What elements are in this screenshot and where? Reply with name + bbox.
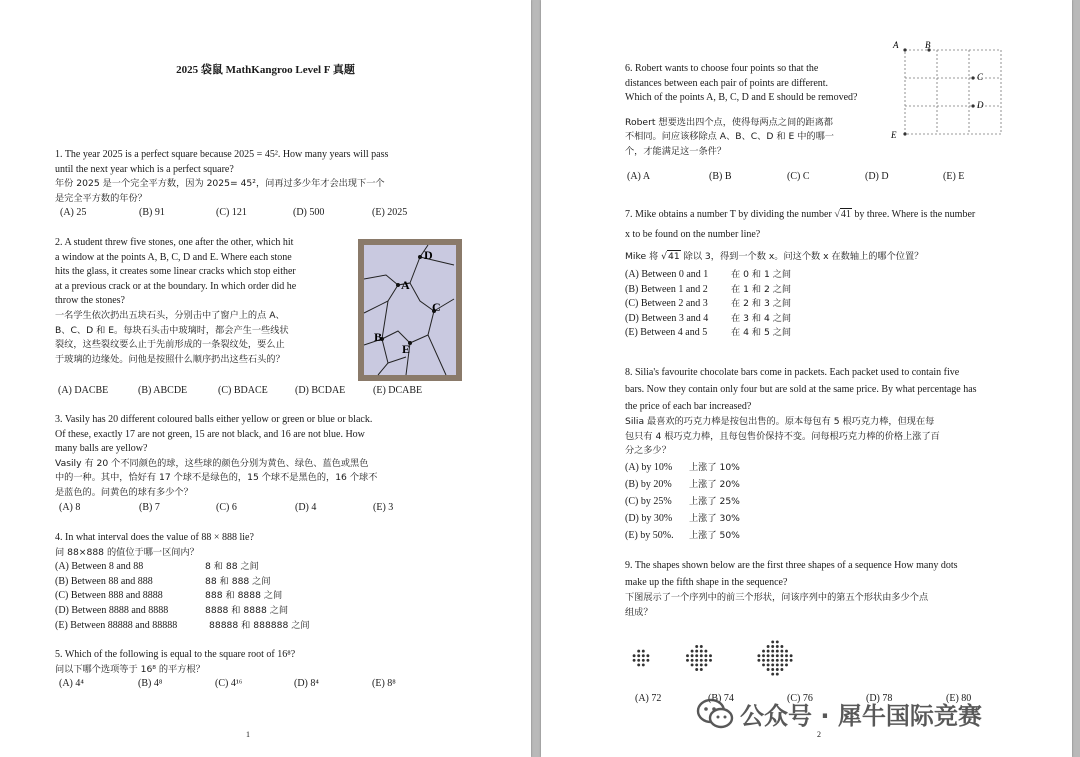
page-number-2: 2 xyxy=(817,730,821,739)
q4-text-cn-1: 问 88×888 的值位于哪一区间内？ xyxy=(55,546,199,558)
shape-2-dot xyxy=(700,650,703,653)
q2-option-a: (A) DACBE xyxy=(58,385,109,396)
grid-label-b: B xyxy=(925,40,931,50)
page-2 xyxy=(541,0,1072,757)
q4-option-d-cn: 8888 和 8888 之间 xyxy=(205,604,289,616)
q2-text-en-2: a window at the points A, B, C, D and E. Where each stone xyxy=(55,251,292,263)
q8-text-cn-1: Silia 最喜欢的巧克力棒是按包出售的。原本每包有 5 根巧克力棒，但现在每 xyxy=(625,416,935,427)
q6-text-en-2: distances between each pair of points are different. xyxy=(625,77,829,89)
q7-text-cn-1: Mike 将 √41 除以 3，得到一个数 x。问这个数 x 在数轴上的哪个位置？ xyxy=(625,251,924,262)
q1-option-d: (D) 500 xyxy=(293,207,325,219)
shape-1-dot xyxy=(642,650,645,653)
q2-options xyxy=(58,384,458,399)
q7-option-a xyxy=(625,268,1025,283)
q2-text-cn-2: B、C、D 和 E。每块石头击中玻璃时，都会产生一些线状 xyxy=(55,324,289,336)
q4-option-d xyxy=(55,604,465,619)
q8-option-d xyxy=(625,510,1025,527)
q6-text-en-3: Which of the points A, B, C, D and E should be removed? xyxy=(625,92,858,104)
q5-option-a: (A) 4⁴ xyxy=(59,678,84,690)
q1-text-cn-1: 年份 2025 是一个完全平方数，因为 2025= 45²，问再过多少年才会出现下一个 xyxy=(55,178,385,190)
q8-option-c xyxy=(625,493,1025,510)
q7-option-e-cn: 在 4 和 5 之间 xyxy=(731,327,792,339)
q7-radicand-cn: 41 xyxy=(668,251,680,262)
q6-text-cn-1: Robert 想要选出四个点，使得每两点之间的距离都 xyxy=(625,116,833,128)
shape-3-dot xyxy=(785,659,788,662)
q1-option-a: (A) 25 xyxy=(60,207,87,219)
q6-option-d: (D) D xyxy=(865,171,889,182)
q8-text-cn-2: 包只有 4 根巧克力棒，且每包售价保持不变。问每根巧克力棒的价格上涨了百 xyxy=(625,430,940,442)
q5-option-b: (B) 4⁸ xyxy=(138,678,163,690)
q7-option-b xyxy=(625,283,1025,298)
q1-option-c: (C) 121 xyxy=(216,207,247,219)
q1-text-en-2: until the next year which is a perfect square? xyxy=(55,163,234,175)
window-label-c: C xyxy=(432,300,441,314)
shape-3-dot xyxy=(762,654,765,657)
q7-option-d-cn: 在 3 和 4 之间 xyxy=(731,312,792,324)
shape-2-dot xyxy=(695,654,698,657)
shape-3-dot xyxy=(776,663,779,666)
q9-text-cn-2: 组成？ xyxy=(625,606,653,618)
shape-2-dot xyxy=(709,654,712,657)
q5-option-c: (C) 4¹⁶ xyxy=(215,678,243,690)
shape-3-dot xyxy=(780,650,783,653)
q4-option-b-en: (B) Between 88 and 888 xyxy=(55,575,153,587)
q6-option-a: (A) A xyxy=(627,171,651,182)
q4-option-c-cn: 888 和 8888 之间 xyxy=(205,590,283,602)
q3-option-b: (B) 7 xyxy=(139,501,160,513)
shape-3-dot xyxy=(771,654,774,657)
shape-3-dot xyxy=(762,659,765,662)
question-8 xyxy=(625,364,1025,544)
shape-3-dot xyxy=(776,659,779,662)
q2-text-cn-1: 一名学生依次扔出五块石头，分别击中了窗户上的点 A、 xyxy=(55,309,285,321)
q4-option-b-cn: 88 和 888 之间 xyxy=(205,575,271,587)
q8-option-b-cn: 上涨了 20% xyxy=(689,478,740,490)
shape-3-dot xyxy=(780,645,783,648)
q8-text-en-3: the price of each bar increased? xyxy=(625,401,752,412)
shape-3-dot xyxy=(780,659,783,662)
q2-option-e: (E) DCABE xyxy=(373,385,423,396)
grid-points-figure xyxy=(889,38,1007,142)
q3-option-d: (D) 4 xyxy=(295,501,317,513)
shape-3-dot xyxy=(771,673,774,676)
q9-option-b: (B) 74 xyxy=(708,693,734,704)
shape-3-dot xyxy=(771,668,774,671)
shape-2-dot xyxy=(704,659,707,662)
q8-option-e-en: (E) by 50%. xyxy=(625,529,674,541)
dotted-grid xyxy=(905,50,1001,134)
page-number-1: 1 xyxy=(246,730,250,739)
q7-option-c-en: (C) Between 2 and 3 xyxy=(625,298,708,310)
q8-option-a-cn: 上涨了 10% xyxy=(689,461,740,473)
question-5 xyxy=(55,648,465,692)
shape-3-dot xyxy=(771,645,774,648)
q6-options xyxy=(627,170,1007,185)
shape-2-dot xyxy=(695,659,698,662)
shape-1-dot xyxy=(646,659,649,662)
shape-3-dot xyxy=(776,640,779,643)
shape-2-dot xyxy=(691,659,694,662)
q5-text-en-1: 5. Which of the following is equal to the square root of 16⁸? xyxy=(55,649,296,660)
q3-option-a: (A) 8 xyxy=(59,501,81,513)
shape-2-dot xyxy=(695,668,698,671)
shape-3-dot xyxy=(776,654,779,657)
grid-label-d: D xyxy=(977,100,984,110)
shape-3-dot xyxy=(780,654,783,657)
q2-text-en-4: at a previous crack or at the boundary. In which order did he xyxy=(55,280,297,292)
shape-2-dot xyxy=(686,659,689,662)
shape-3-dot xyxy=(757,659,760,662)
q6-text-en-1: 6. Robert wants to choose four points so that the xyxy=(625,63,819,74)
q4-option-d-en: (D) Between 8888 and 8888 xyxy=(55,604,169,616)
shape-2-dot xyxy=(700,645,703,648)
shape-3-dot xyxy=(776,673,779,676)
shape-3-dot xyxy=(776,650,779,653)
shape-3-dot xyxy=(757,654,760,657)
q8-option-c-cn: 上涨了 25% xyxy=(689,495,740,507)
q9-option-e: (E) 80 xyxy=(946,693,972,704)
q4-option-a xyxy=(55,560,465,575)
shape-2-dot xyxy=(686,654,689,657)
q8-text-cn-3: 分之多少？ xyxy=(625,445,671,457)
q1-text-en-1: 1. The year 2025 is a perfect square because 2025 = 45². How many years will pass xyxy=(55,149,389,160)
question-3 xyxy=(55,413,465,515)
q8-option-e-cn: 上涨了 50% xyxy=(689,529,740,541)
q7-text-en-2: x to be found on the number line? xyxy=(625,229,761,240)
shape-2-dot xyxy=(700,663,703,666)
shape-3-dot xyxy=(780,668,783,671)
shape-1-dot xyxy=(646,654,649,657)
dot-sequence-figure xyxy=(625,628,825,690)
shape-3-dot xyxy=(767,650,770,653)
q7-text-en-1: 7. Mike obtains a number T by dividing the number √41 by three. Where is the number xyxy=(625,209,976,220)
q3-text-en-3: many balls are yellow? xyxy=(55,443,148,455)
shape-3-dot xyxy=(767,668,770,671)
q7-text-cn-1b: 除以 3，得到一个数 x。问这个数 x 在数轴上的哪个位置？ xyxy=(683,251,924,262)
q3-text-cn-2: 中的一种。其中，恰好有 17 个球不是绿色的，15 个球不是黑色的，16 个球不 xyxy=(55,472,378,484)
shape-2-dot xyxy=(691,650,694,653)
shape-3-dot xyxy=(767,663,770,666)
q8-option-a xyxy=(625,459,1025,476)
shape-3-dot xyxy=(771,663,774,666)
shape-2-dot xyxy=(700,659,703,662)
shape-3-dot xyxy=(785,663,788,666)
window-label-d: D xyxy=(424,248,433,262)
grid-points xyxy=(903,48,974,135)
shape-3-dot xyxy=(785,654,788,657)
q6-text-cn-3: 个，才能满足这一条件？ xyxy=(625,145,727,157)
q4-option-e-en: (E) Between 88888 and 88888 xyxy=(55,619,178,631)
q1-option-b: (B) 91 xyxy=(139,207,165,219)
window-label-b: B xyxy=(374,330,383,344)
q8-option-d-cn: 上涨了 30% xyxy=(689,512,740,524)
q3-text-en-2: Of these, exactly 17 are not green, 15 are not black, and 16 are not blue. How xyxy=(55,428,365,440)
shape-2-dot xyxy=(704,654,707,657)
q4-option-c-en: (C) Between 888 and 8888 xyxy=(55,590,163,602)
shape-3-dot xyxy=(776,668,779,671)
shape-3-dot xyxy=(771,650,774,653)
q1-option-e: (E) 2025 xyxy=(372,207,408,219)
q8-option-e xyxy=(625,527,1025,544)
shape-3-dot xyxy=(767,645,770,648)
shape-3-dot xyxy=(762,663,765,666)
q7-option-e xyxy=(625,326,1025,341)
q8-option-c-en: (C) by 25% xyxy=(625,495,672,507)
shape-3-dot xyxy=(780,663,783,666)
shape-2-dot xyxy=(704,663,707,666)
shape-2-dot xyxy=(695,663,698,666)
q6-text-cn-2: 不相同。问应该移除点 A、B、C、D 和 E 中的哪一 xyxy=(625,131,834,143)
q2-text-en-3: hits the glass, it creates some linear cracks which stop either xyxy=(55,266,296,278)
q4-option-a-en: (A) Between 8 and 88 xyxy=(55,561,144,573)
shape-2-dot xyxy=(700,654,703,657)
shape-3-dot xyxy=(771,659,774,662)
q2-option-c: (C) BDACE xyxy=(218,385,268,396)
q9-text-en-2: make up the fifth shape in the sequence? xyxy=(625,577,788,588)
q8-option-d-en: (D) by 30% xyxy=(625,512,673,524)
shape-3-dot xyxy=(767,654,770,657)
q7-option-e-en: (E) Between 4 and 5 xyxy=(625,327,708,339)
q9-text-cn-1: 下图展示了一个序列中的前三个形状，问该序列中的第五个形状由多少个点 xyxy=(625,592,929,603)
page-1 xyxy=(0,0,531,757)
q3-text-en-1: 3. Vasily has 20 different coloured balls either yellow or green or blue or black. xyxy=(55,414,373,425)
q2-text-en-5: throw the stones? xyxy=(55,295,125,307)
question-4 xyxy=(55,531,465,633)
q7-option-d xyxy=(625,312,1025,327)
q9-option-c: (C) 76 xyxy=(787,693,813,704)
q2-text-en-1: 2. A student threw five stones, one after the other, which hit xyxy=(55,237,294,248)
q4-text-en-1: 4. In what interval does the value of 88 × 888 lie? xyxy=(55,532,254,543)
question-1 xyxy=(55,148,455,221)
q5-text-cn-1: 问以下哪个选项等于 16⁸ 的平方根？ xyxy=(55,663,205,675)
q9-text-en-1: 9. The shapes shown below are the first three shapes of a sequence How many dots xyxy=(625,560,958,571)
q9-option-d: (D) 78 xyxy=(866,693,893,704)
q4-option-e-cn: 88888 和 888888 之间 xyxy=(209,619,310,631)
q7-option-b-en: (B) Between 1 and 2 xyxy=(625,283,708,295)
question-2 xyxy=(55,236,350,367)
q2-option-d: (D) BCDAE xyxy=(295,385,346,396)
shape-2-dot xyxy=(695,650,698,653)
shape-1-dot xyxy=(642,659,645,662)
q4-option-a-cn: 8 和 88 之间 xyxy=(205,561,259,573)
window-label-a: A xyxy=(401,278,410,292)
q8-text-en-2: bars. Now they contain only four but are sold at the same price. By what percentage has xyxy=(625,384,977,395)
document-title: 2025 袋鼠 MathKangroo Level F 真题 xyxy=(176,64,355,76)
watermark-text: 公众号 · 犀牛国际竞赛 xyxy=(740,702,982,730)
q9-option-a: (A) 72 xyxy=(635,693,662,704)
q7-option-a-cn: 在 0 和 1 之间 xyxy=(731,269,792,280)
q2-option-b: (B) ABCDE xyxy=(138,385,188,396)
q7-text-en-1b: by three. Where is the number xyxy=(854,209,976,220)
shape-3-dot xyxy=(790,654,793,657)
shape-1-dot xyxy=(633,659,636,662)
q7-option-d-en: (D) Between 3 and 4 xyxy=(625,312,709,324)
shape-3-dot xyxy=(785,650,788,653)
q3-text-cn-3: 是蓝色的。问黄色的球有多少个？ xyxy=(55,486,193,498)
grid-label-a: A xyxy=(893,40,899,50)
q7-option-c-cn: 在 2 和 3 之间 xyxy=(731,298,792,310)
shape-1-dot xyxy=(637,650,640,653)
shape-3-dot xyxy=(776,645,779,648)
window-cracks-figure xyxy=(358,239,462,381)
shape-3-dot xyxy=(790,659,793,662)
shape-2-dot xyxy=(691,654,694,657)
q7-text-cn-1a: Mike 将 xyxy=(625,251,659,262)
q7-option-a-en: (A) Between 0 and 1 xyxy=(625,269,709,280)
q4-option-e xyxy=(55,619,465,634)
q7-option-b-cn: 在 1 和 2 之间 xyxy=(731,283,792,295)
q6-option-e: (E) E xyxy=(943,171,965,182)
q7-radicand: 41 xyxy=(840,209,851,220)
shape-2-dot xyxy=(709,659,712,662)
q2-text-cn-4: 于玻璃的边缘处。问他是按照什么顺序扔出这些石头的？ xyxy=(55,353,285,365)
wechat-logo-icon xyxy=(696,697,734,731)
q2-text-cn-3: 裂纹，这些裂纹要么止于先前形成的一条裂纹处，要么止 xyxy=(55,339,285,351)
question-9 xyxy=(625,557,1025,620)
q8-option-a-en: (A) by 10% xyxy=(625,461,673,473)
q7-text-en-1a: 7. Mike obtains a number T by dividing the number xyxy=(625,209,832,220)
dot-shapes xyxy=(633,640,793,675)
q3-option-c: (C) 6 xyxy=(216,501,237,513)
shape-3-dot xyxy=(771,640,774,643)
shape-1-dot xyxy=(642,663,645,666)
grid-label-e: E xyxy=(891,130,897,140)
q4-option-c xyxy=(55,589,465,604)
q6-option-b: (B) B xyxy=(709,171,732,182)
q8-option-b xyxy=(625,476,1025,493)
shape-1-dot xyxy=(637,659,640,662)
shape-1-dot xyxy=(637,663,640,666)
q7-option-c xyxy=(625,297,1025,312)
question-6 xyxy=(625,62,885,160)
q3-text-cn-1: Vasily 有 20 个不同颜色的球，这些球的颜色分别为黄色、绿色、蓝色或黑色 xyxy=(55,457,369,469)
q4-option-b xyxy=(55,575,465,590)
q6-option-c: (C) C xyxy=(787,171,810,182)
q8-text-en-1: 8. Silia's favourite chocolate bars come in packets. Each packet used to contain five xyxy=(625,367,960,378)
window-label-e: E xyxy=(402,342,411,356)
question-7 xyxy=(625,206,1025,341)
q3-option-e: (E) 3 xyxy=(373,501,394,513)
shape-2-dot xyxy=(704,650,707,653)
shape-1-dot xyxy=(637,654,640,657)
shape-2-dot xyxy=(691,663,694,666)
shape-2-dot xyxy=(700,668,703,671)
q5-option-e: (E) 8⁸ xyxy=(372,678,396,690)
q5-option-d: (D) 8⁴ xyxy=(294,678,319,690)
shape-1-dot xyxy=(642,654,645,657)
shape-2-dot xyxy=(695,645,698,648)
grid-label-c: C xyxy=(977,72,984,82)
shape-3-dot xyxy=(762,650,765,653)
q1-text-cn-2: 是完全平方数的年份？ xyxy=(55,192,147,204)
shape-1-dot xyxy=(633,654,636,657)
shape-3-dot xyxy=(767,659,770,662)
wechat-watermark xyxy=(696,696,982,731)
q8-option-b-en: (B) by 20% xyxy=(625,478,672,490)
